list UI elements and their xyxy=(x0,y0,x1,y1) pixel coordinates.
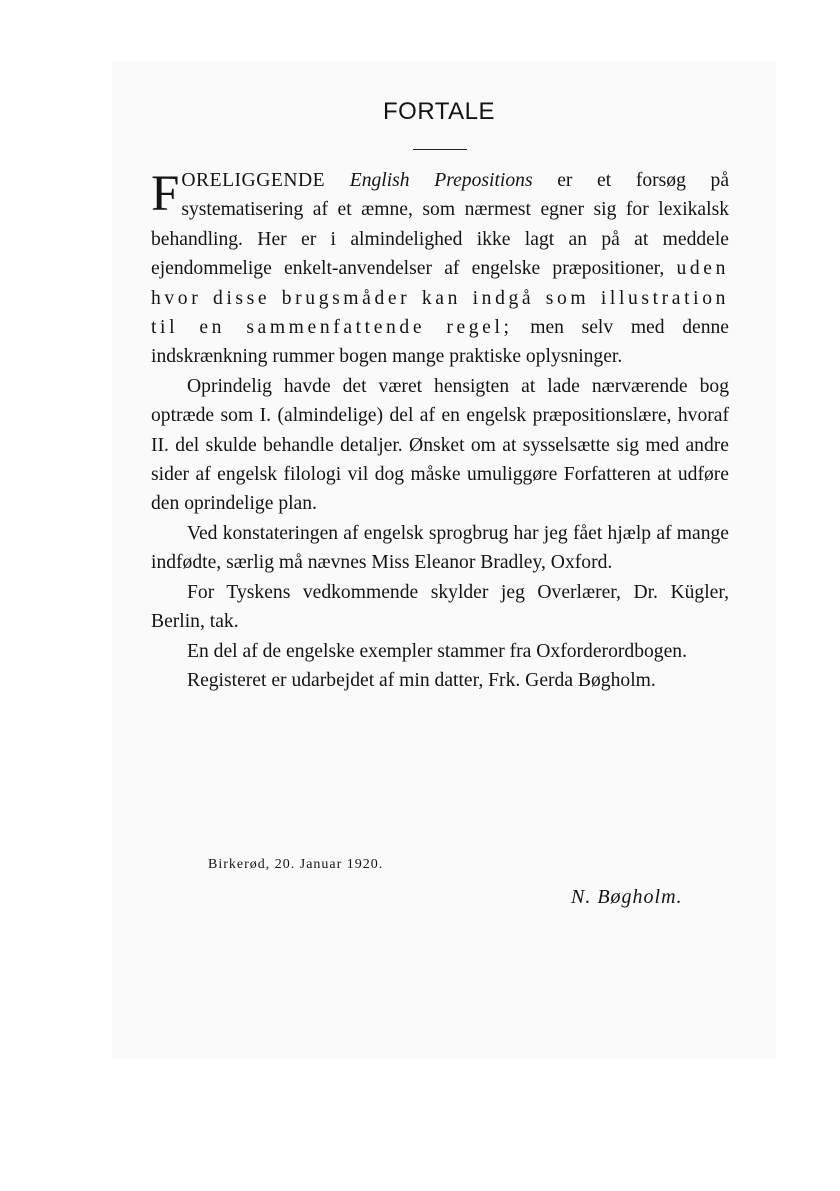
paragraph-4: For Tyskens vedkommende skylder jeg Overlærer, Dr. Kügler, Berlin, tak. xyxy=(151,581,729,633)
book-title: English Prepositions xyxy=(349,170,533,191)
page-title: FORTALE xyxy=(383,98,495,125)
paragraph-5: En del af de engelske exempler stammer fra Oxforderordbogen. xyxy=(187,640,687,662)
opening-word: ORELIGGENDE xyxy=(181,170,326,191)
paragraph-1-text-end: men selv med denne indskrænkning rummer bogen mange praktiske oplysninger. xyxy=(151,317,729,368)
paragraph-2: Oprindelig havde det været hensigten at lade nærværende bog optræde som I. (almindelige) del af en engelsk præpositionslære, hvoraf II. del skulde behandle detaljer. Ønsket om at sysselsætte sig med andre sider af engelsk filologi vil dog måske umuliggøre Forfatteren at udføre den oprindelige plan. xyxy=(151,375,729,515)
paragraph-1 xyxy=(151,166,729,372)
paragraph-1-text: er et forsøg på systematisering af et æmne, som nærmest egner sig for lexikalsk behandling. Her er i almindelighed ikke lagt an på at meddele ejendommelige enkelt-anvendelser af engelske præpositioner, xyxy=(151,170,730,280)
signature: N. Bøgholm. xyxy=(571,886,683,908)
dateline: Birkerød, 20. Januar 1920. xyxy=(208,857,384,872)
drop-cap: F xyxy=(151,166,180,222)
title-rule xyxy=(413,149,467,150)
paragraph-6: Registeret er udarbejdet af min datter, Frk. Gerda Bøgholm. xyxy=(187,669,656,691)
spaced-emphasis: uden hvor disse brugsmåder kan indgå som illustration til en sammenfattende regel; xyxy=(151,258,729,339)
preface-body xyxy=(151,166,729,695)
paragraph-3: Ved konstateringen af engelsk sprogbrug har jeg fået hjælp af mange indfødte, særlig må nævnes Miss Eleanor Bradley, Oxford. xyxy=(151,522,729,574)
